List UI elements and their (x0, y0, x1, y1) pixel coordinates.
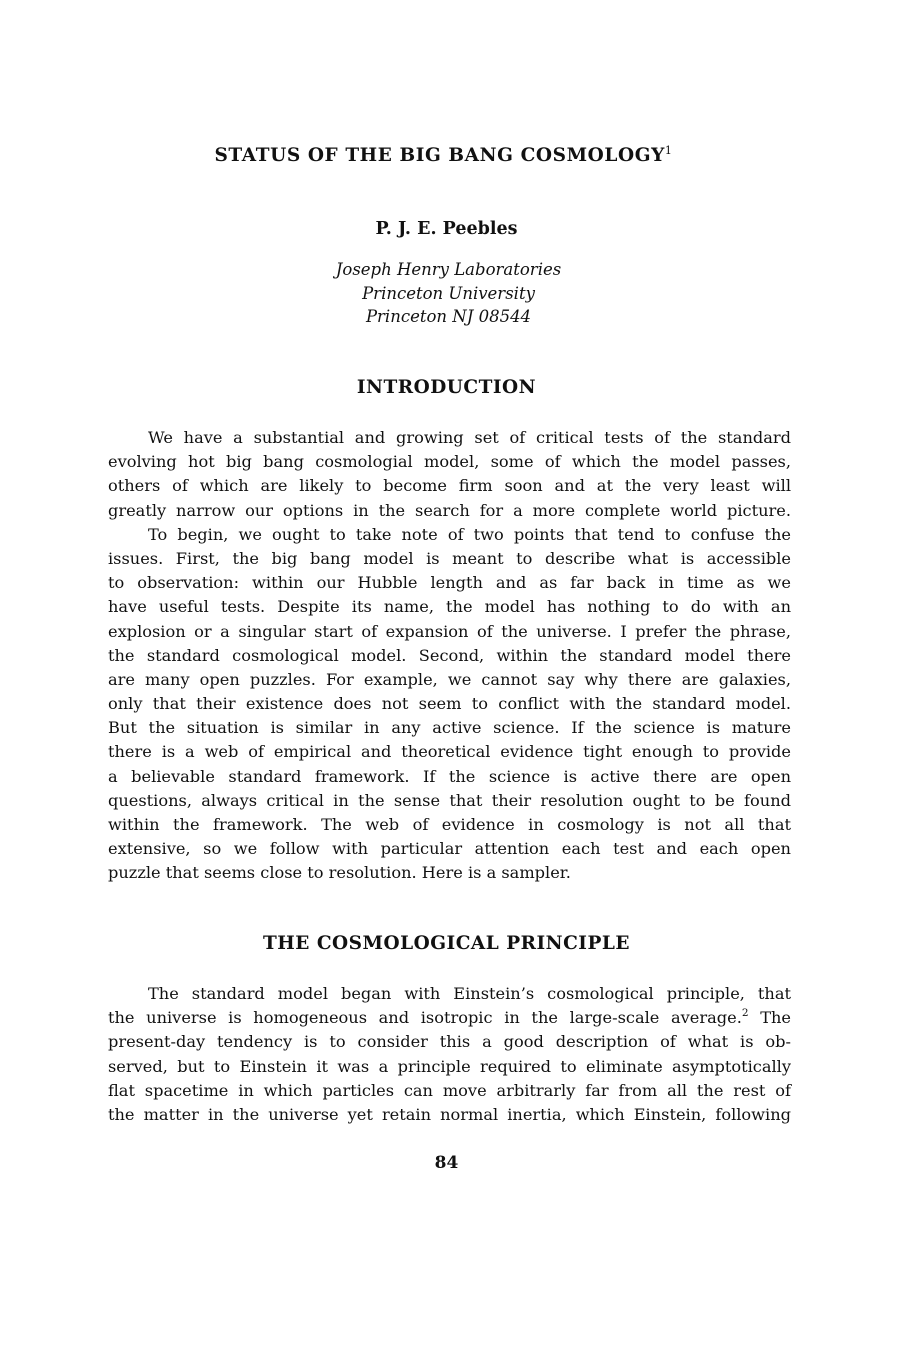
text-line: have useful tests. Despite its name, the model has nothing to do with an (108, 597, 791, 617)
text-line: to observation: within our Hubble length and as far back in time as we (108, 573, 791, 593)
introduction-body (108, 426, 791, 886)
text-line: present-day tendency is to consider this a good description of what is ob- (108, 1032, 791, 1052)
text-line: issues. First, the big bang model is meant to describe what is accessible (108, 548, 791, 568)
author-name: P. J. E. Peebles (375, 219, 518, 239)
text-fragment: the universe is homogeneous and isotropic in the large-scale average. (108, 1008, 742, 1028)
text-line: puzzle that seems close to resolution. Here is a sampler. (108, 863, 571, 883)
text-line: explosion or a singular start of expansion of the universe. I prefer the phrase, (108, 621, 791, 641)
footnote-marker: 2 (741, 1007, 749, 1020)
text-line: served, but to Einstein it was a principle required to eliminate asymptotically (108, 1056, 791, 1076)
text-line: within the framework. The web of evidence in cosmology is not all that (108, 815, 791, 834)
text-line: questions, always critical in the sense that their resolution ought to be found (108, 790, 791, 810)
text-line: evolving hot big bang cosmologial model, some of which the model passes, (108, 452, 791, 472)
text-line: greatly narrow our options in the search for a more complete world picture. (108, 500, 791, 520)
section-heading-introduction: INTRODUCTION (356, 377, 537, 398)
cosmological-principle-body (108, 982, 791, 1127)
affiliation-line: Joseph Henry Laboratories (335, 260, 562, 279)
text-line: To begin, we ought to take note of two points that tend to confuse the (148, 524, 791, 544)
paper-title-text: STATUS OF THE BIG BANG COSMOLOGY (214, 145, 665, 166)
affiliation-line: Princeton University (362, 283, 535, 303)
text-line: are many open puzzles. For example, we cannot say why there are galaxies, (108, 669, 791, 689)
text-line: the standard cosmological model. Second, within the standard model there (108, 645, 791, 665)
text-line: extensive, so we follow with particular attention each test and each open (108, 839, 791, 859)
text-line: a believable standard framework. If the science is active there are open (108, 766, 791, 786)
text-line: only that their existence does not seem to conflict with the standard model. (108, 694, 791, 714)
page-number: 84 (434, 1153, 459, 1173)
text-line: The standard model began with Einstein’s cosmological principle, that (148, 984, 791, 1003)
text-line: We have a substantial and growing set of critical tests of the standard (148, 428, 791, 447)
affiliation-block (0, 258, 897, 329)
text-line: the matter in the universe yet retain normal inertia, which Einstein, following (108, 1104, 791, 1124)
section-heading-cosmological-principle: THE COSMOLOGICAL PRINCIPLE (263, 933, 630, 954)
title-footnote-marker: 1 (664, 144, 673, 157)
text-line: there is a web of empirical and theoretical evidence tight enough to provide (108, 742, 791, 762)
text-line (108, 1006, 791, 1030)
text-line: others of which are likely to become firm soon and at the very least will (108, 476, 791, 496)
affiliation-line: Princeton NJ 08544 (365, 307, 532, 326)
paper-title (0, 145, 887, 167)
text-line: But the situation is similar in any active science. If the science is mature (108, 718, 791, 738)
text-fragment: The (748, 1008, 791, 1028)
text-line: flat spacetime in which particles can move arbitrarly far from all the rest of (108, 1080, 791, 1100)
